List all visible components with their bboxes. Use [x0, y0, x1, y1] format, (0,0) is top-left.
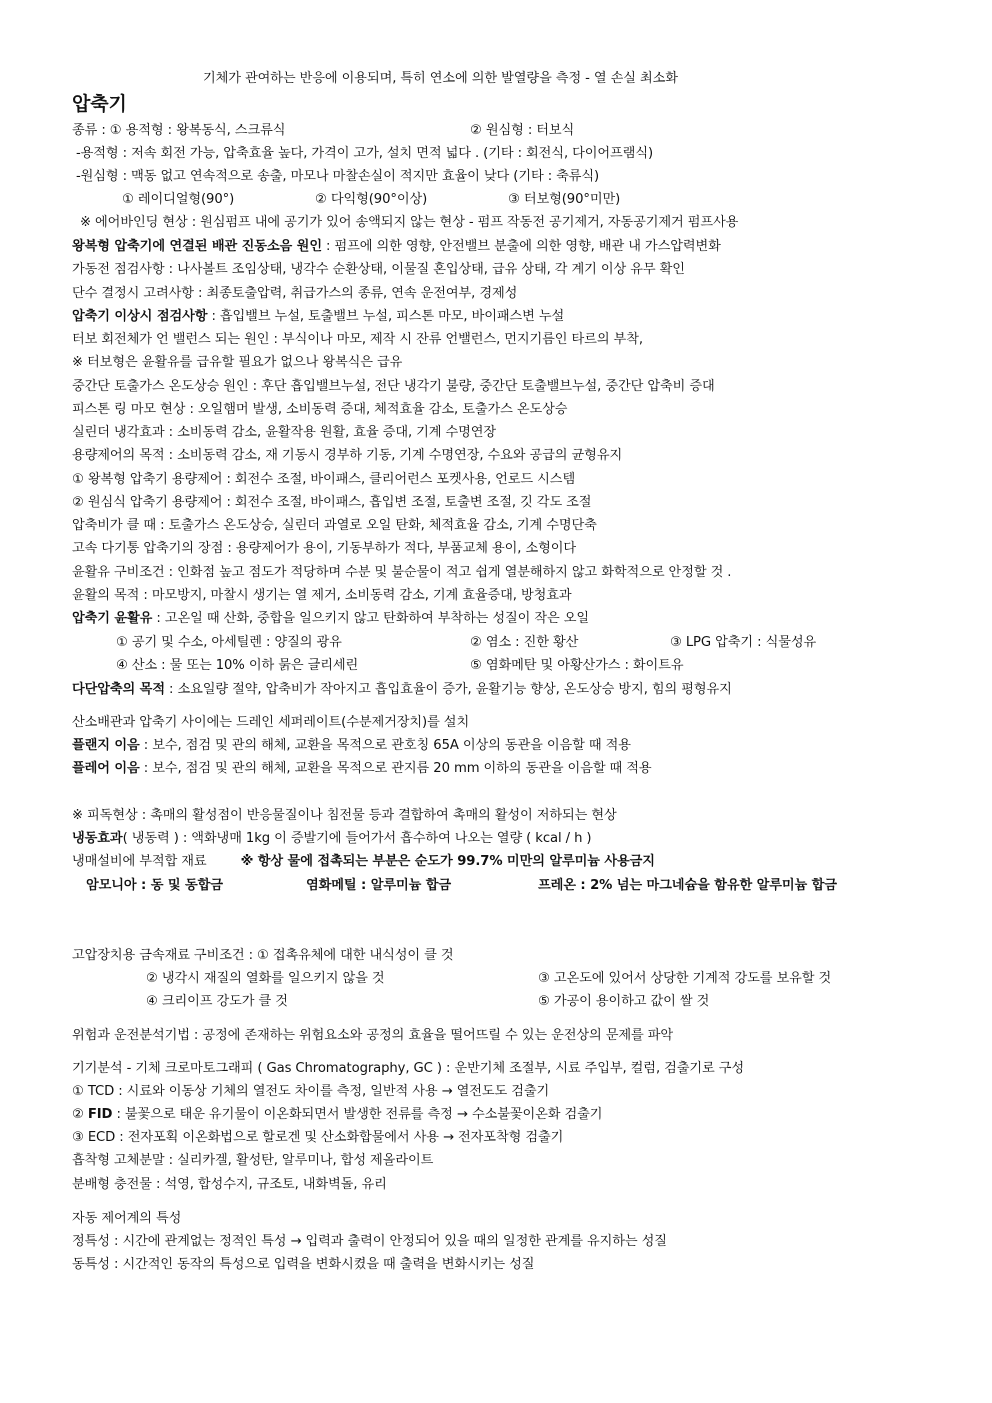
dynamic-characteristic: 동특성 : 시간적인 동작의 특성으로 입력을 변화시켰을 때 출력을 변화시키는 성질	[72, 1257, 535, 1272]
static-characteristic: 정특성 : 시간에 관계없는 정적인 특성 → 입력과 출력이 안정되어 있을 때의 일정한 관계를 유지하는 성질	[72, 1234, 667, 1249]
highpressure-cond-4: ④ 크리이프 강도가 클 것	[146, 994, 288, 1009]
material-freon: 프레온 : 2% 넘는 마그네슘을 함유한 알루미늄 합금	[538, 878, 837, 893]
note-line: 터보 회전체가 언 밸런스 되는 원인 : 부식이나 마모, 제작 시 잔류 언밸런스, 먼지기름인 타르의 부착,	[72, 332, 643, 347]
lubricant-item-4: ④ 산소 : 물 또는 10% 이하 묽은 글리세린	[116, 658, 359, 673]
poisoning-note: ※ 피독현상 : 촉매의 활성점이 반응물질이나 침전물 등과 결합하여 촉매의 활성이 저하되는 현상	[72, 808, 617, 823]
corrosive-materials: 냉매설비에 부적합 재료 ※ 항상 물에 접촉되는 부분은 순도가 99.7% 미만의 알루미늄 사용금지	[72, 854, 655, 869]
note-line: ① 왕복형 압축기 용량제어 : 회전수 조절, 바이패스, 클리어런스 포켓사용, 언로드 시스템	[72, 472, 576, 487]
flange-joint: 플랜지 이음 : 보수, 점검 및 관의 해체, 교환을 목적으로 관호칭 65A 이상의 동관을 이음할 때 적용	[72, 738, 631, 753]
note-line: 피스톤 링 마모 현상 : 오일햄머 발생, 소비동력 증대, 체적효율 감소, 토출가스 온도상승	[72, 402, 568, 417]
note-line: 고속 다기통 압축기의 장점 : 용량제어가 용이, 기동부하가 적다, 부품교체 용이, 소형이다	[72, 541, 576, 556]
gc-tcd: ① TCD : 시료와 이동상 기체의 열전도 차이를 측정, 일반적 사용 → 열전도도 검출기	[72, 1084, 550, 1099]
note-line: 압축기 윤활유 : 고온일 때 산화, 중합을 일으키지 않고 탄화하여 부착하는 성질이 작은 오일	[72, 611, 590, 626]
note-line: 용량제어의 목적 : 소비동력 감소, 재 기동시 경부하 기동, 기계 수명연장, 수요와 공급의 균형유지	[72, 448, 623, 463]
note-line: ② 원심식 압축기 용량제어 : 회전수 조절, 바이패스, 흡입변 조절, 토출변 조절, 깃 각도 조절	[72, 495, 592, 510]
control-title: 자동 제어계의 특성	[72, 1211, 182, 1226]
note-line: ※ 터보형은 윤활유를 급유할 필요가 없으나 왕복식은 급유	[72, 355, 403, 370]
note-line: 압축비가 클 때 : 토출가스 온도상승, 실린더 과열로 오일 탄화, 체적효율 감소, 기계 수명단축	[72, 518, 597, 533]
highpressure-cond-5: ⑤ 가공이 용이하고 값이 쌀 것	[538, 994, 710, 1009]
adsorbent-powder: 흡착형 고체분말 : 실리카겔, 활성탄, 알루미나, 합성 제올라이트	[72, 1153, 434, 1168]
note-line: 중간단 토출가스 온도상승 원인 : 후단 흡입밸브누설, 전단 냉각기 불량, 중간단 토출밸브누설, 중간단 압축비 증대	[72, 379, 715, 394]
gc-fid: ② FID : 불꽃으로 태운 유기물이 이온화되면서 발생한 전류를 측정 → 수소불꽃이온화 검출기	[72, 1107, 603, 1122]
note-line: 윤활유 구비조건 : 인화점 높고 점도가 적당하며 수분 및 불순물이 적고 쉽게 열분해하지 않고 화학적으로 안정할 것 .	[72, 565, 732, 580]
refrigeration-effect: 냉동효과( 냉동력 ) : 액화냉매 1kg 이 증발기에 들어가서 흡수하여 나오는 열량 ( kcal / h )	[72, 831, 592, 846]
flare-joint: 플레어 이음 : 보수, 점검 및 관의 해체, 교환을 목적으로 관지름 20 mm 이하의 동관을 이음할 때 적용	[72, 761, 652, 776]
highpressure-cond-2: ② 냉각시 재질의 열화를 일으키지 않을 것	[146, 971, 385, 986]
partition-packing: 분배형 충전물 : 석영, 합성수지, 규조토, 내화벽돌, 유리	[72, 1177, 387, 1192]
material-methyl-chloride: 염화메틸 : 알루미늄 합금	[306, 878, 452, 893]
types-line: 종류 : ① 용적형 : 왕복동식, 스크류식	[72, 123, 286, 138]
airbinding-note: ※ 에어바인딩 현상 : 원심펌프 내에 공기가 있어 송액되지 않는 현상 - 펌프 작동전 공기제거, 자동공기제거 펌프사용	[80, 215, 739, 230]
types-centrifugal: ② 원심형 : 터보식	[470, 123, 575, 138]
volumetric-desc: -용적형 : 저속 회전 가능, 압축효율 높다, 가격이 고가, 설치 면적 넓다 . (기타 : 회전식, 다이어프램식)	[76, 146, 654, 161]
note-line: 단수 결정시 고려사항 : 최종토출압력, 취급가스의 종류, 연속 운전여부, 경제성	[72, 286, 518, 301]
multiblade-type: ② 다익형(90°이상)	[315, 192, 428, 207]
hazop-note: 위험과 운전분석기법 : 공정에 존재하는 위험요소와 공정의 효율을 떨어뜨릴 수 있는 운전상의 문제를 파악	[72, 1028, 674, 1043]
drain-separator: 산소배관과 압축기 사이에는 드레인 세퍼레이트(수분제거장치)를 설치	[72, 715, 470, 730]
lubricant-item-5: ⑤ 염화메탄 및 아황산가스 : 화이트유	[470, 658, 684, 673]
note-line: 실린더 냉각효과 : 소비동력 감소, 윤활작용 원활, 효율 증대, 기계 수명연장	[72, 425, 497, 440]
lubricant-item-3: ③ LPG 압축기 : 식물성유	[670, 635, 817, 650]
highpressure-cond-3: ③ 고온도에 있어서 상당한 기계적 강도를 보유할 것	[538, 971, 832, 986]
multistage-purpose: 다단압축의 목적 : 소요일량 절약, 압축비가 작아지고 흡입효율이 증가, 윤활기능 향상, 온도상승 방지, 힘의 평형유지	[72, 682, 732, 697]
section-title: 압축기	[72, 93, 127, 115]
note-line: 왕복형 압축기에 연결된 배관 진동소음 원인 : 펌프에 의한 영향, 안전밸브 분출에 의한 영향, 배관 내 가스압력변화	[72, 239, 721, 254]
gc-ecd: ③ ECD : 전자포획 이온화법으로 할로겐 및 산소화합물에서 사용 → 전자포착형 검출기	[72, 1130, 564, 1145]
turbo-type: ③ 터보형(90°미만)	[508, 192, 621, 207]
gc-title: 기기분석 - 기체 크로마토그래피 ( Gas Chromatography, GC ) : 운반기체 조절부, 시료 주입부, 컬럼, 검출기로 구성	[72, 1061, 745, 1076]
highpressure-title: 고압장치용 금속재료 구비조건 : ① 접촉유체에 대한 내식성이 클 것	[72, 948, 454, 963]
note-line: 가동전 점검사항 : 나사볼트 조임상태, 냉각수 순환상태, 이물질 혼입상태, 급유 상태, 각 계기 이상 유무 확인	[72, 262, 685, 277]
note-line: 압축기 이상시 점검사항 : 흡입밸브 누설, 토출밸브 누설, 피스톤 마모, 바이패스변 누설	[72, 309, 565, 324]
note-line: 윤활의 목적 : 마모방지, 마찰시 생기는 열 제거, 소비동력 감소, 기계 효율증대, 방청효과	[72, 588, 572, 603]
lubricant-item-2: ② 염소 : 진한 황산	[470, 635, 579, 650]
radial-type: ① 레이디얼형(90°)	[122, 192, 235, 207]
top-note: 기체가 관여하는 반응에 이용되며, 특히 연소에 의한 발열량을 측정 - 열 손실 최소화	[203, 71, 678, 86]
material-ammonia: 암모니아 : 동 및 동합금	[86, 878, 223, 893]
lubricant-item-1: ① 공기 및 수소, 아세틸렌 : 양질의 광유	[116, 635, 342, 650]
centrifugal-desc: -원심형 : 맥동 없고 연속적으로 송출, 마모나 마찰손실이 적지만 효율이 낮다 (기타 : 축류식)	[76, 169, 600, 184]
